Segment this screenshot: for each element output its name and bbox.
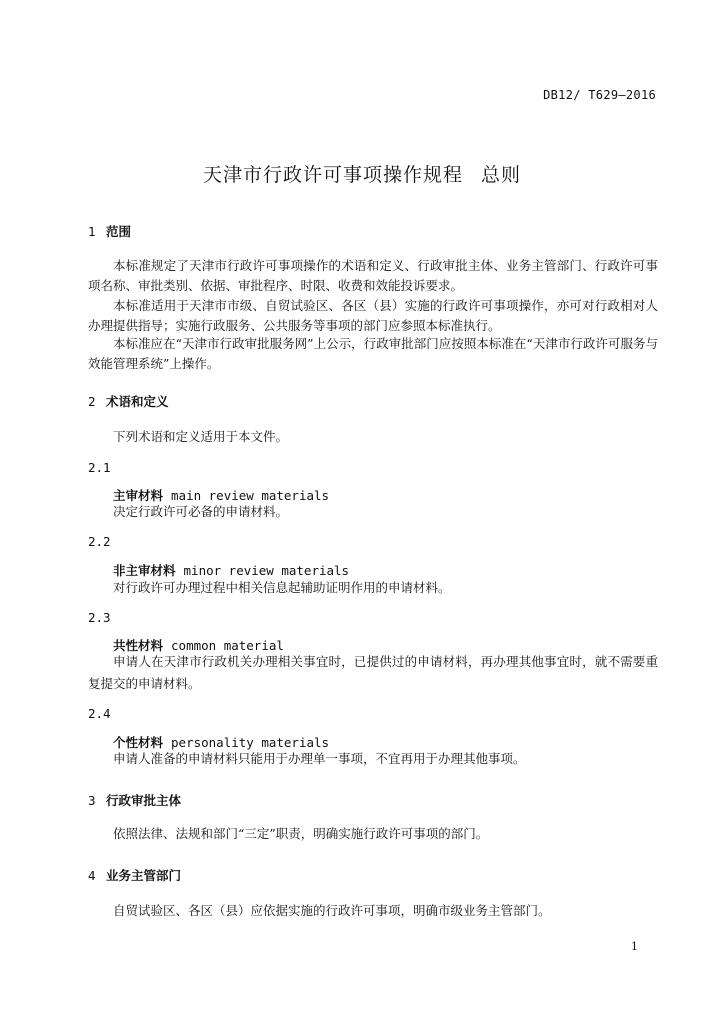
section-3-paragraph: 依照法律、法规和部门“三定”职责，明确实施行政许可事项的部门。 — [113, 826, 489, 841]
term-2-2-number: 2.2 — [88, 534, 111, 549]
section-1-paragraph-3: 本标准应在“天津市行政审批服务网”上公示，行政审批部门应按照本标准在“天津市行政许可服务与效能管理系统”上操作。 — [88, 336, 658, 371]
section-1-paragraph-2: 本标准适用于天津市市级、自贸试验区、各区（县）实施的行政许可事项操作，亦可对行政相对人办理提供指导；实施行政服务、公共服务等事项的部门应参照本标准执行。 — [88, 298, 658, 333]
term-2-4-heading: 个性材料 personality materials — [113, 735, 330, 750]
term-2-4-number: 2.4 — [88, 706, 111, 721]
term-2-1-heading: 主审材料 main review materials — [113, 488, 330, 503]
term-2-3-number: 2.3 — [88, 610, 111, 625]
title-main: 天津市行政许可事项操作规程 — [202, 164, 463, 186]
document-title — [0, 160, 724, 187]
term-2-2-heading: 非主审材料 minor review materials — [113, 563, 350, 578]
term-2-3-definition: 申请人在天津市行政机关办理相关事宜时，已提供过的申请材料，再办理其他事宜时，就不需要重复提交的申请材料。 — [88, 654, 658, 691]
section-3-heading: 3 行政审批主体 — [88, 793, 182, 808]
section-2-heading: 2 术语和定义 — [88, 394, 169, 409]
title-sub: 总则 — [481, 164, 522, 186]
section-4-heading: 4 业务主管部门 — [88, 868, 182, 883]
page-number: 1 — [631, 940, 638, 953]
term-2-2-definition: 对行政许可办理过程中相关信息起辅助证明作用的申请材料。 — [113, 580, 451, 595]
section-1-paragraph-1: 本标准规定了天津市行政许可事项操作的术语和定义、行政审批主体、业务主管部门、行政许可事项名称、审批类别、依据、审批程序、时限、收费和效能投诉要求。 — [88, 258, 658, 293]
term-2-4-definition: 申请人准备的申请材料只能用于办理单一事项，不宜再用于办理其他事项。 — [113, 751, 526, 766]
section-2-intro: 下列术语和定义适用于本文件。 — [113, 429, 289, 444]
term-2-1-number: 2.1 — [88, 460, 111, 475]
term-2-1-definition: 决定行政许可必备的申请材料。 — [113, 504, 289, 519]
term-2-3-heading: 共性材料 common material — [113, 638, 284, 653]
section-1-heading: 1 范围 — [88, 224, 132, 239]
section-4-paragraph: 自贸试验区、各区（县）应依据实施的行政许可事项，明确市级业务主管部门。 — [113, 903, 551, 918]
standard-code: DB12/ T629—2016 — [543, 88, 656, 102]
